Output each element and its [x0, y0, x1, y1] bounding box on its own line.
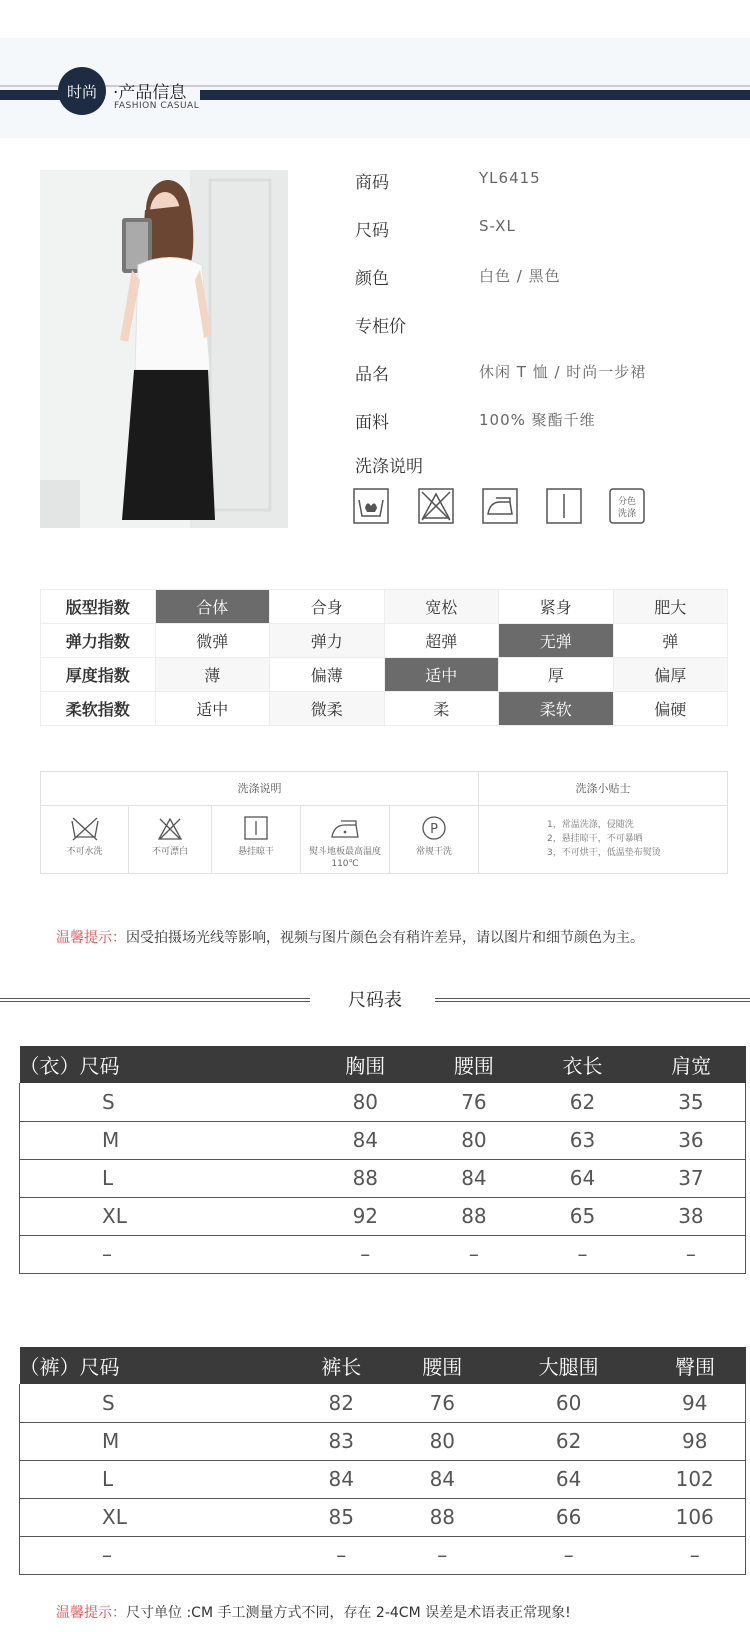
care-tips — [479, 806, 727, 873]
size-cell: 92 — [311, 1197, 420, 1235]
section-title: ·产品信息 — [113, 83, 187, 103]
size-cell: 64 — [528, 1159, 637, 1197]
index-option: 肥大 — [613, 590, 728, 624]
index-option: 厚 — [499, 658, 614, 692]
separate-wash-icon — [609, 488, 645, 524]
no-bleach-icon — [418, 488, 454, 524]
size-cell: – — [311, 1235, 420, 1273]
size-tip — [56, 1602, 571, 1622]
index-option: 合体 — [155, 590, 270, 624]
size-cell: 88 — [311, 1159, 420, 1197]
size-cell: 82 — [291, 1384, 392, 1422]
size-column-header: （裤）尺码 — [20, 1347, 291, 1384]
size-cell: 84 — [420, 1159, 529, 1197]
size-cell: 80 — [311, 1083, 420, 1121]
warm-tip-label: 温馨提示： — [56, 930, 126, 946]
size-cell: – — [493, 1536, 645, 1574]
separate-wash-text: 分色 — [617, 497, 637, 507]
info-label: 商码 — [355, 173, 389, 193]
care-item — [301, 806, 390, 873]
table-row — [20, 1197, 746, 1235]
index-option: 偏硬 — [613, 692, 728, 726]
size-cell: 60 — [493, 1384, 645, 1422]
size-cell: – — [644, 1536, 745, 1574]
warm-tip-text: 因受拍摄场光线等影响，视频与图片颜色会有稍许差异，请以图片和细节颜色为主。 — [126, 930, 644, 946]
size-cell: – — [392, 1536, 493, 1574]
info-value: YL6415 — [479, 169, 541, 187]
index-option: 偏厚 — [613, 658, 728, 692]
table-row — [20, 1121, 746, 1159]
size-cell: M — [20, 1121, 312, 1159]
size-cell: 64 — [493, 1460, 645, 1498]
care-item — [41, 806, 129, 873]
size-table-header — [20, 1046, 746, 1083]
no-bleach-icon — [154, 815, 186, 843]
index-option: 柔 — [384, 692, 499, 726]
size-table-top — [19, 1046, 746, 1274]
index-option: 合身 — [270, 590, 385, 624]
table-row — [20, 1384, 746, 1422]
index-table — [40, 589, 728, 726]
separate-wash-text: 洗涤 — [617, 509, 637, 519]
product-photo — [40, 170, 288, 528]
size-cell: – — [637, 1235, 746, 1273]
index-option: 超弹 — [384, 624, 499, 658]
care-caption: 熨斗地板最高温度110℃ — [308, 847, 381, 869]
size-cell: 37 — [637, 1159, 746, 1197]
size-cell: 63 — [528, 1121, 637, 1159]
size-column-header: 腰围 — [392, 1347, 493, 1384]
size-cell: XL — [20, 1197, 312, 1235]
index-option: 微弹 — [155, 624, 270, 658]
size-table-body — [20, 1083, 746, 1273]
index-option: 微柔 — [270, 692, 385, 726]
info-label: 面料 — [355, 413, 389, 433]
header-badge: 时尚 — [58, 67, 106, 115]
size-cell: 94 — [644, 1384, 745, 1422]
size-cell: 80 — [392, 1422, 493, 1460]
info-value: S-XL — [479, 217, 516, 235]
size-cell: 76 — [392, 1384, 493, 1422]
hang-dry-icon — [546, 488, 582, 524]
warm-tip — [56, 927, 644, 947]
info-label: 颜色 — [355, 269, 389, 289]
table-row — [20, 1498, 746, 1536]
index-option: 弹 — [613, 624, 728, 658]
iron-icon — [329, 815, 361, 843]
index-row — [41, 658, 728, 692]
info-label: 尺码 — [355, 221, 389, 241]
care-item — [212, 806, 301, 873]
care-caption: 不可水洗 — [66, 847, 103, 857]
index-option: 适中 — [155, 692, 270, 726]
table-row — [20, 1235, 746, 1273]
index-row — [41, 624, 728, 658]
size-column-header: 臀围 — [644, 1347, 745, 1384]
table-row — [20, 1536, 746, 1574]
table-row — [20, 1159, 746, 1197]
index-row-name: 弹力指数 — [41, 624, 156, 658]
size-column-header: （衣）尺码 — [20, 1046, 312, 1083]
size-column-header: 腰围 — [420, 1046, 529, 1083]
header-bar — [200, 90, 750, 100]
info-value: 休闲 T 恤 / 时尚一步裙 — [479, 363, 647, 381]
size-cell: 84 — [311, 1121, 420, 1159]
size-cell: M — [20, 1422, 291, 1460]
size-column-header: 衣长 — [528, 1046, 637, 1083]
size-cell: – — [528, 1235, 637, 1273]
size-column-header: 裤长 — [291, 1347, 392, 1384]
size-cell: 38 — [637, 1197, 746, 1235]
size-column-header: 肩宽 — [637, 1046, 746, 1083]
index-table-body — [41, 590, 728, 726]
care-tip: 1，常温洗涤，侵随洗 — [547, 820, 634, 830]
size-cell: 106 — [644, 1498, 745, 1536]
size-cell: S — [20, 1384, 291, 1422]
info-value: 100% 聚酯千维 — [479, 411, 596, 429]
no-wash-icon — [69, 815, 101, 843]
size-cell: S — [20, 1083, 312, 1121]
size-cell: – — [291, 1536, 392, 1574]
size-cell: 76 — [420, 1083, 529, 1121]
index-row-name: 版型指数 — [41, 590, 156, 624]
size-cell: 36 — [637, 1121, 746, 1159]
section-subtitle: FASHION CASUAL — [114, 101, 200, 111]
size-table-bottom — [19, 1347, 746, 1575]
care-right-title: 洗涤小贴士 — [479, 772, 727, 806]
size-chart-title: 尺码表 — [348, 990, 402, 1011]
size-tip-label: 温馨提示： — [56, 1605, 126, 1621]
size-column-header: 大腿围 — [493, 1347, 645, 1384]
size-tip-text: 尺寸单位 :CM 手工测量方式不同，存在 2-4CM 误差是术语表正常现象! — [126, 1605, 571, 1621]
size-cell: 80 — [420, 1121, 529, 1159]
care-tip: 2，悬挂晾干，不可暴晒 — [547, 834, 643, 844]
info-label: 品名 — [355, 365, 389, 385]
size-cell: 35 — [637, 1083, 746, 1121]
index-option: 紧身 — [499, 590, 614, 624]
table-row — [20, 1422, 746, 1460]
size-cell: – — [20, 1235, 312, 1273]
index-row — [41, 590, 728, 624]
index-option: 适中 — [384, 658, 499, 692]
index-option: 弹力 — [270, 624, 385, 658]
size-cell: 66 — [493, 1498, 645, 1536]
index-row-name: 柔软指数 — [41, 692, 156, 726]
index-option: 偏薄 — [270, 658, 385, 692]
table-row — [20, 1460, 746, 1498]
size-column-header: 胸围 — [311, 1046, 420, 1083]
size-cell: 85 — [291, 1498, 392, 1536]
size-cell: 102 — [644, 1460, 745, 1498]
care-item — [390, 806, 479, 873]
info-label: 专柜价 — [355, 317, 406, 337]
size-cell: 84 — [392, 1460, 493, 1498]
index-option: 宽松 — [384, 590, 499, 624]
size-cell: XL — [20, 1498, 291, 1536]
size-cell: L — [20, 1460, 291, 1498]
dry-clean-icon — [418, 815, 450, 843]
size-cell: 62 — [493, 1422, 645, 1460]
iron-icon — [482, 488, 518, 524]
size-cell: 62 — [528, 1083, 637, 1121]
size-table-body — [20, 1384, 746, 1574]
care-caption: 不可漂白 — [151, 847, 188, 857]
wash-label: 洗涤说明 — [355, 457, 423, 477]
care-tip: 3，不可烘干，低温垫布熨烫 — [547, 848, 661, 858]
svg-text:P: P — [430, 822, 438, 837]
size-cell: – — [420, 1235, 529, 1273]
size-cell: 65 — [528, 1197, 637, 1235]
care-caption: 常规干洗 — [415, 847, 452, 857]
care-box — [40, 771, 728, 874]
care-caption: 悬挂晾干 — [237, 847, 274, 857]
hang-dry-icon — [240, 815, 272, 843]
size-cell: 98 — [644, 1422, 745, 1460]
size-cell: 83 — [291, 1422, 392, 1460]
index-row-name: 厚度指数 — [41, 658, 156, 692]
size-cell: – — [20, 1536, 291, 1574]
care-item — [129, 806, 212, 873]
info-value: 白色 / 黑色 — [479, 267, 561, 285]
size-table-header — [20, 1347, 746, 1384]
hand-wash-icon — [353, 488, 389, 524]
index-option: 无弹 — [499, 624, 614, 658]
care-left-title: 洗涤说明 — [41, 772, 479, 806]
index-option: 薄 — [155, 658, 270, 692]
size-cell: 84 — [291, 1460, 392, 1498]
size-cell: L — [20, 1159, 312, 1197]
header-bar-left — [0, 90, 60, 100]
size-cell: 88 — [392, 1498, 493, 1536]
table-row — [20, 1083, 746, 1121]
index-row — [41, 692, 728, 726]
index-option: 柔软 — [499, 692, 614, 726]
size-cell: 88 — [420, 1197, 529, 1235]
